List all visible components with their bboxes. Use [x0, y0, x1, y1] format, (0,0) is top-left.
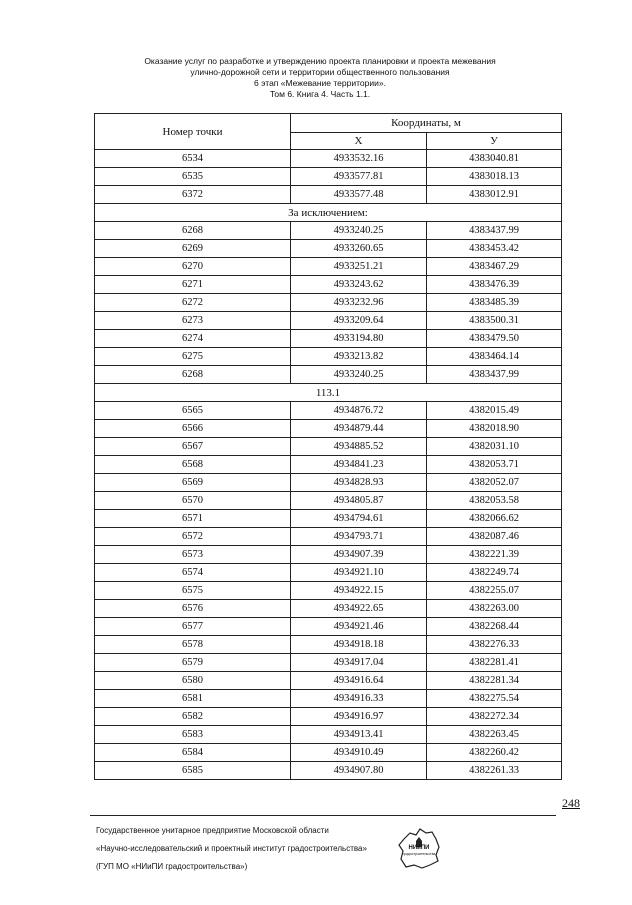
table-row: [95, 150, 562, 168]
section-label: 113.1: [95, 384, 562, 402]
page-number: 248: [562, 796, 580, 810]
point-number-cell: 6372: [95, 186, 291, 204]
y-coordinate-cell: 4382053.71: [427, 456, 562, 474]
table-row: [95, 420, 562, 438]
y-coordinate-cell: 4382281.34: [427, 672, 562, 690]
table-row: [95, 492, 562, 510]
coordinates-table: [94, 113, 562, 780]
table-row: [95, 276, 562, 294]
y-coordinate-cell: 4382221.39: [427, 546, 562, 564]
x-coordinate-cell: 4934918.18: [291, 636, 427, 654]
table-row: [95, 312, 562, 330]
point-number-cell: 6270: [95, 258, 291, 276]
x-coordinate-cell: 4934879.44: [291, 420, 427, 438]
header-line-4: Том 6. Книга 4. Часть 1.1.: [269, 89, 371, 99]
point-number-cell: 6579: [95, 654, 291, 672]
point-number-cell: 6576: [95, 600, 291, 618]
point-number-cell: 6275: [95, 348, 291, 366]
x-coordinate-cell: 4933243.62: [291, 276, 427, 294]
y-coordinate-cell: 4382053.58: [427, 492, 562, 510]
x-coordinate-cell: 4933577.81: [291, 168, 427, 186]
y-coordinate-cell: 4383437.99: [427, 366, 562, 384]
column-header-x: X: [291, 132, 427, 150]
point-number-cell: 6268: [95, 222, 291, 240]
table-row: [95, 474, 562, 492]
x-coordinate-cell: 4933577.48: [291, 186, 427, 204]
table-row: [95, 330, 562, 348]
x-coordinate-cell: 4933232.96: [291, 294, 427, 312]
logo-subtext: градостроительства: [402, 852, 436, 856]
column-header-coordinates: Координаты, м: [291, 114, 562, 133]
table-row: [95, 528, 562, 546]
table-row: [95, 762, 562, 780]
y-coordinate-cell: 4382015.49: [427, 402, 562, 420]
point-number-cell: 6271: [95, 276, 291, 294]
point-number-cell: 6272: [95, 294, 291, 312]
y-coordinate-cell: 4383476.39: [427, 276, 562, 294]
y-coordinate-cell: 4382031.10: [427, 438, 562, 456]
x-coordinate-cell: 4934913.41: [291, 726, 427, 744]
y-coordinate-cell: 4382275.54: [427, 690, 562, 708]
table-row: [95, 258, 562, 276]
y-coordinate-cell: 4383464.14: [427, 348, 562, 366]
header-line-3: 6 этап «Межевание территории».: [254, 78, 386, 88]
footer-line-2: «Научно-исследовательский и проектный институт градостроительства»: [96, 844, 367, 853]
x-coordinate-cell: 4934922.15: [291, 582, 427, 600]
x-coordinate-cell: 4934910.49: [291, 744, 427, 762]
document-footer: [96, 822, 396, 876]
y-coordinate-cell: 4383437.99: [427, 222, 562, 240]
y-coordinate-cell: 4383012.91: [427, 186, 562, 204]
table-row: [95, 672, 562, 690]
table-row: [95, 636, 562, 654]
table-row: [95, 546, 562, 564]
table-row: [95, 618, 562, 636]
table-row: [95, 456, 562, 474]
point-number-cell: 6268: [95, 366, 291, 384]
point-number-cell: 6565: [95, 402, 291, 420]
y-coordinate-cell: 4382263.00: [427, 600, 562, 618]
y-coordinate-cell: 4382261.33: [427, 762, 562, 780]
point-number-cell: 6274: [95, 330, 291, 348]
x-coordinate-cell: 4933532.16: [291, 150, 427, 168]
point-number-cell: 6580: [95, 672, 291, 690]
y-coordinate-cell: 4382263.45: [427, 726, 562, 744]
x-coordinate-cell: 4933240.25: [291, 366, 427, 384]
y-coordinate-cell: 4382260.42: [427, 744, 562, 762]
column-header-point-number: Номер точки: [95, 114, 291, 150]
point-number-cell: 6273: [95, 312, 291, 330]
table-row: [95, 402, 562, 420]
x-coordinate-cell: 4934921.10: [291, 564, 427, 582]
point-number-cell: 6572: [95, 528, 291, 546]
y-coordinate-cell: 4382066.62: [427, 510, 562, 528]
point-number-cell: 6585: [95, 762, 291, 780]
section-label: За исключением:: [95, 204, 562, 222]
table-row: [95, 222, 562, 240]
point-number-cell: 6269: [95, 240, 291, 258]
point-number-cell: 6571: [95, 510, 291, 528]
y-coordinate-cell: 4383040.81: [427, 150, 562, 168]
y-coordinate-cell: 4383485.39: [427, 294, 562, 312]
y-coordinate-cell: 4382052.07: [427, 474, 562, 492]
table-row: [95, 726, 562, 744]
point-number-cell: 6566: [95, 420, 291, 438]
table-row: [95, 654, 562, 672]
column-header-y: У: [427, 132, 562, 150]
footer-divider: [90, 815, 556, 816]
y-coordinate-cell: 4383018.13: [427, 168, 562, 186]
point-number-cell: 6569: [95, 474, 291, 492]
point-number-cell: 6578: [95, 636, 291, 654]
x-coordinate-cell: 4934916.64: [291, 672, 427, 690]
x-coordinate-cell: 4934793.71: [291, 528, 427, 546]
table-row: [95, 600, 562, 618]
point-number-cell: 6567: [95, 438, 291, 456]
x-coordinate-cell: 4933251.21: [291, 258, 427, 276]
x-coordinate-cell: 4934885.52: [291, 438, 427, 456]
table-row: [95, 690, 562, 708]
header-line-1: Оказание услуг по разработке и утверждению проекта планировки и проекта межевания: [144, 56, 496, 66]
x-coordinate-cell: 4934907.80: [291, 762, 427, 780]
table-row: [95, 348, 562, 366]
point-number-cell: 6582: [95, 708, 291, 726]
logo-text: НИиПИ: [408, 845, 430, 851]
point-number-cell: 6568: [95, 456, 291, 474]
point-number-cell: 6535: [95, 168, 291, 186]
y-coordinate-cell: 4382087.46: [427, 528, 562, 546]
header-line-2: улично-дорожной сети и территории общественного пользования: [190, 67, 450, 77]
x-coordinate-cell: 4934922.65: [291, 600, 427, 618]
table-row: [95, 186, 562, 204]
table-row: [95, 366, 562, 384]
x-coordinate-cell: 4934921.46: [291, 618, 427, 636]
point-number-cell: 6570: [95, 492, 291, 510]
x-coordinate-cell: 4934805.87: [291, 492, 427, 510]
y-coordinate-cell: 4383467.29: [427, 258, 562, 276]
y-coordinate-cell: 4383453.42: [427, 240, 562, 258]
y-coordinate-cell: 4382255.07: [427, 582, 562, 600]
point-number-cell: 6577: [95, 618, 291, 636]
x-coordinate-cell: 4934917.04: [291, 654, 427, 672]
table-row: [95, 438, 562, 456]
section-row: [95, 204, 562, 222]
table-row: [95, 294, 562, 312]
x-coordinate-cell: 4934916.97: [291, 708, 427, 726]
x-coordinate-cell: 4934794.61: [291, 510, 427, 528]
table-row: [95, 708, 562, 726]
point-number-cell: 6573: [95, 546, 291, 564]
table-row: [95, 240, 562, 258]
x-coordinate-cell: 4934916.33: [291, 690, 427, 708]
point-number-cell: 6575: [95, 582, 291, 600]
y-coordinate-cell: 4382276.33: [427, 636, 562, 654]
point-number-cell: 6534: [95, 150, 291, 168]
y-coordinate-cell: 4383479.50: [427, 330, 562, 348]
x-coordinate-cell: 4933260.65: [291, 240, 427, 258]
table-row: [95, 564, 562, 582]
x-coordinate-cell: 4933213.82: [291, 348, 427, 366]
footer-line-3: (ГУП МО «НИиПИ градостроительства»): [96, 862, 248, 871]
x-coordinate-cell: 4933209.64: [291, 312, 427, 330]
x-coordinate-cell: 4933240.25: [291, 222, 427, 240]
table-row: [95, 744, 562, 762]
table-row: [95, 582, 562, 600]
footer-line-1: Государственное унитарное предприятие Московской области: [96, 826, 329, 835]
table-row: [95, 168, 562, 186]
y-coordinate-cell: 4382281.41: [427, 654, 562, 672]
x-coordinate-cell: 4934841.23: [291, 456, 427, 474]
x-coordinate-cell: 4934828.93: [291, 474, 427, 492]
x-coordinate-cell: 4934907.39: [291, 546, 427, 564]
y-coordinate-cell: 4382272.34: [427, 708, 562, 726]
y-coordinate-cell: 4382268.44: [427, 618, 562, 636]
x-coordinate-cell: 4933194.80: [291, 330, 427, 348]
point-number-cell: 6583: [95, 726, 291, 744]
point-number-cell: 6584: [95, 744, 291, 762]
table-body: [95, 150, 562, 780]
point-number-cell: 6581: [95, 690, 291, 708]
section-row: [95, 384, 562, 402]
point-number-cell: 6574: [95, 564, 291, 582]
y-coordinate-cell: 4383500.31: [427, 312, 562, 330]
y-coordinate-cell: 4382018.90: [427, 420, 562, 438]
document-header: [100, 56, 540, 100]
y-coordinate-cell: 4382249.74: [427, 564, 562, 582]
table-row: [95, 510, 562, 528]
x-coordinate-cell: 4934876.72: [291, 402, 427, 420]
